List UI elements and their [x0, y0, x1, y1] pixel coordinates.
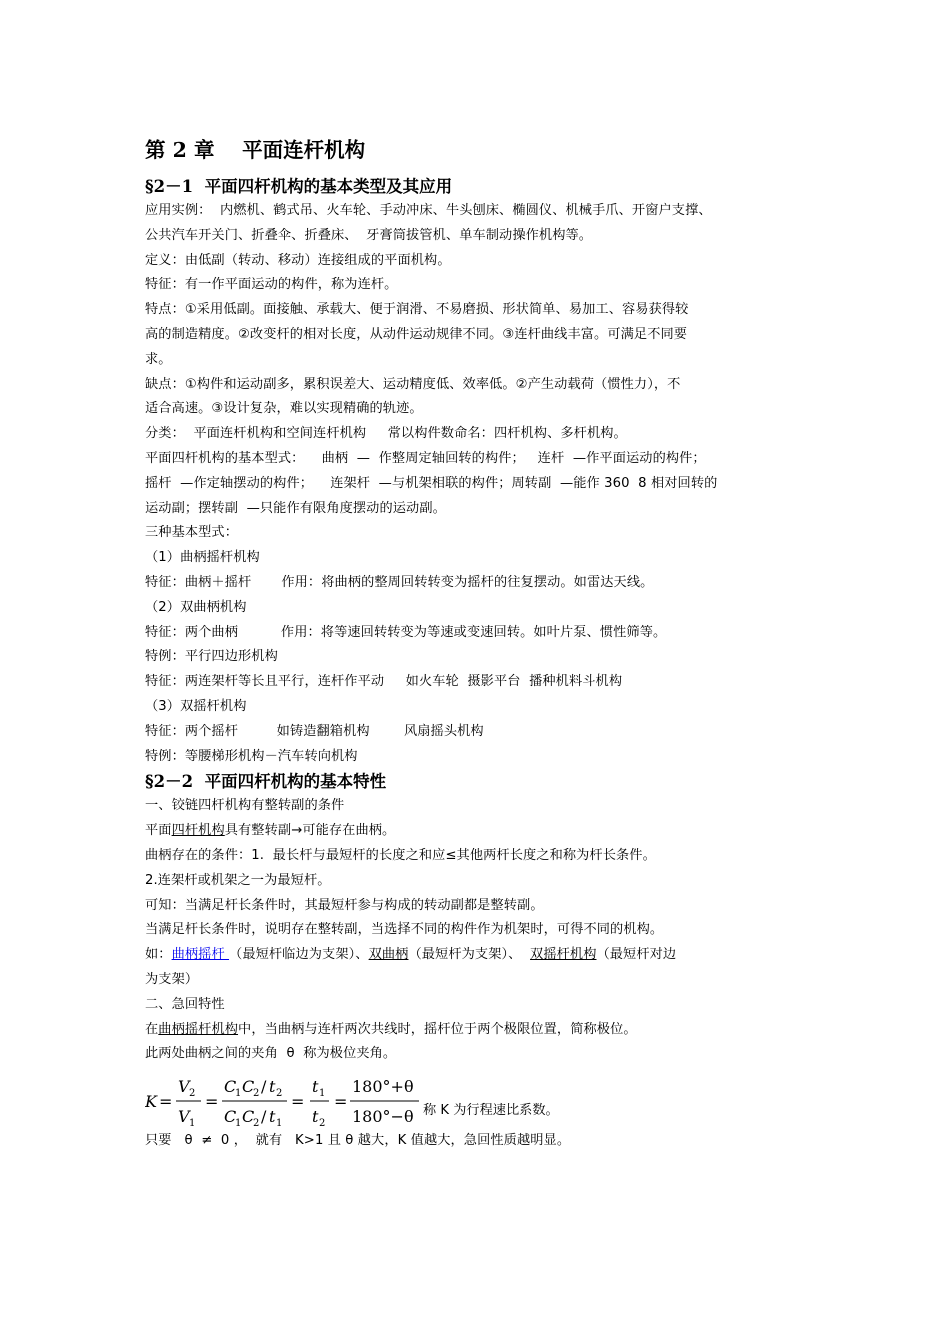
formula-symbol: C	[224, 1107, 237, 1127]
formula-symbol: V	[178, 1107, 190, 1127]
text-line: 摇杆 —作定轴摆动的构件； 连架杆 —与机架相联的构件；周转副 —能作 360 8 相对回转的	[145, 475, 718, 491]
text-line: 二、急回特性	[145, 996, 225, 1012]
formula-symbol: C	[242, 1107, 255, 1127]
text-span: 具有整转副→可能存在曲柄。	[224, 823, 396, 839]
formula-symbol: /	[261, 1077, 267, 1097]
text-line: 特例：平行四边形机构	[145, 649, 278, 665]
text-line: 特征：两连架杆等长且平行，连杆作平动 如火车轮 摄影平台 播种机料斗机构	[145, 674, 623, 690]
text-line: 高的制造精度。②改变杆的相对长度，从动件运动规律不同。③连杆曲线丰富。可满足不同要	[145, 326, 688, 342]
text-line: 当满足杆长条件时，说明存在整转副，当选择不同的构件作为机架时，可得不同的机构。	[145, 922, 664, 938]
section-title-1: §2－1 平面四杆机构的基本类型及其应用	[145, 177, 453, 196]
formula-k	[145, 1069, 423, 1129]
formula-symbol: t	[269, 1107, 276, 1127]
underlined-term: 双曲柄	[368, 947, 409, 963]
text-line: 三种基本型式：	[145, 525, 239, 541]
formula-symbol: 2	[253, 1088, 260, 1100]
text-line	[145, 1018, 820, 1043]
formula-symbol: 1	[189, 1118, 196, 1130]
text-line: 2.连架杆或机架之一为最短杆。	[145, 872, 331, 888]
text-line: 曲柄存在的条件：1. 最长杆与最短杆的长度之和应≤其他两杆长度之和称为杆长条件。	[145, 847, 656, 863]
section-title-2: §2－2 平面四杆机构的基本特性	[145, 772, 387, 792]
formula-symbol: V	[178, 1077, 190, 1097]
text-line: 特征：两个摇杆 如铸造翻箱机构 风扇摇头机构	[145, 723, 484, 739]
text-span: 在	[145, 1021, 159, 1037]
text-line: 特征：有一作平面运动的构件，称为连杆。	[145, 277, 398, 293]
formula-symbol: C	[224, 1077, 237, 1097]
text-line: （1）曲柄摇杆机构	[145, 550, 260, 566]
text-line	[145, 943, 820, 968]
formula-caption: 称 K 为行程速比系数。	[423, 1103, 559, 1119]
formula-symbol: 1	[235, 1088, 242, 1100]
formula-symbol: =	[205, 1092, 219, 1112]
formula-symbol: K	[145, 1092, 157, 1112]
formula-symbol: 1	[276, 1118, 283, 1130]
text-line	[145, 819, 820, 844]
text-line: 运动副；摆转副 —只能作有限角度摆动的运动副。	[145, 500, 446, 516]
text-line: 可知：当满足杆长条件时，其最短杆参与构成的转动副都是整转副。	[145, 897, 544, 913]
formula-symbol: t	[312, 1107, 319, 1127]
formula-symbol: 180°+θ	[352, 1077, 414, 1097]
underlined-term: 双摇杆机构	[530, 947, 597, 963]
formula-symbol: t	[269, 1077, 276, 1097]
formula-symbol: 2	[189, 1088, 196, 1100]
formula-symbol: 2	[319, 1118, 326, 1130]
text-line: 应用实例： 内燃机、鹤式吊、火车轮、手动冲床、牛头刨床、椭圆仪、机械手爪、开窗户支撑、	[145, 203, 712, 218]
text-line: 特点：①采用低副。面接触、承载大、便于润滑、不易磨损、形状简单、易加工、容易获得较	[145, 302, 689, 318]
text-line: 只要 θ ≠ 0 ， 就有 K>1 且 θ 越大，K 值越大，急回性质越明显。	[145, 1133, 571, 1149]
formula-symbol: 180°−θ	[352, 1107, 414, 1127]
text-line: （3）双摇杆机构	[145, 698, 247, 714]
chapter-title: 第 2 章 平面连杆机构	[145, 138, 366, 162]
formula-symbol: /	[261, 1107, 267, 1127]
text-line: 特例：等腰梯形机构－汽车转向机构	[145, 748, 358, 764]
text-line: 特征：两个曲柄 作用：将等速回转转变为等速或变速回转。如叶片泵、惯性筛等。	[145, 624, 667, 640]
text-line: 适合高速。③设计复杂，难以实现精确的轨迹。	[145, 401, 423, 417]
formula-symbol: =	[291, 1092, 305, 1112]
text-span: 平面	[145, 823, 172, 839]
text-line: 公共汽车开关门、折叠伞、折叠床、 牙膏筒拔管机、单车制动操作机构等。	[145, 227, 593, 243]
text-line: 为支架）	[145, 971, 199, 987]
text-line: 求。	[145, 351, 172, 367]
text-line: 特征：曲柄＋摇杆 作用：将曲柄的整周回转转变为摇杆的往复摆动。如雷达天线。	[145, 574, 654, 590]
text-line: 分类： 平面连杆机构和空间连杆机构 常以构件数命名：四杆机构、多杆机构。	[145, 426, 627, 442]
formula-symbol: C	[242, 1077, 255, 1097]
text-line: 平面四杆机构的基本型式： 曲柄 — 作整周定轴回转的构件； 连杆 —作平面运动的构件；	[145, 450, 706, 466]
formula-symbol: =	[159, 1092, 173, 1112]
formula-symbol: =	[334, 1092, 348, 1112]
text-line: 缺点：①构件和运动副多，累积误差大、运动精度低、效率低。②产生动载荷（惯性力），不	[145, 376, 681, 392]
formula-symbol: 2	[276, 1088, 283, 1100]
text-span: （最短杆对边	[596, 947, 677, 963]
text-span: 中，当曲柄与连杆两次共线时，摇杆位于两个极限位置，简称极位。	[238, 1021, 637, 1037]
text-line: （2）双曲柄机构	[145, 599, 247, 615]
underlined-term: 四杆机构	[171, 823, 225, 839]
text-line: 定义：由低副（转动、移动）连接组成的平面机构。	[145, 252, 451, 268]
formula-block	[145, 1069, 820, 1129]
formula-symbol: 1	[319, 1088, 326, 1100]
formula-symbol: t	[312, 1077, 319, 1097]
formula-symbol: 2	[253, 1118, 260, 1130]
text-span: （最短杆临边为支架）、	[229, 947, 369, 963]
text-span: （最短杆为支架）、	[408, 947, 531, 963]
formula-symbol: 1	[235, 1118, 242, 1130]
document-page	[145, 134, 820, 1154]
underlined-term: 曲柄摇杆机构	[158, 1021, 239, 1037]
crank-rocker-link[interactable]: 曲柄摇杆	[171, 947, 230, 963]
text-line: 此两处曲柄之间的夹角 θ 称为极位夹角。	[145, 1046, 397, 1062]
text-line: 一、铰链四杆机构有整转副的条件	[145, 798, 345, 814]
text-span: 如：	[145, 947, 172, 963]
